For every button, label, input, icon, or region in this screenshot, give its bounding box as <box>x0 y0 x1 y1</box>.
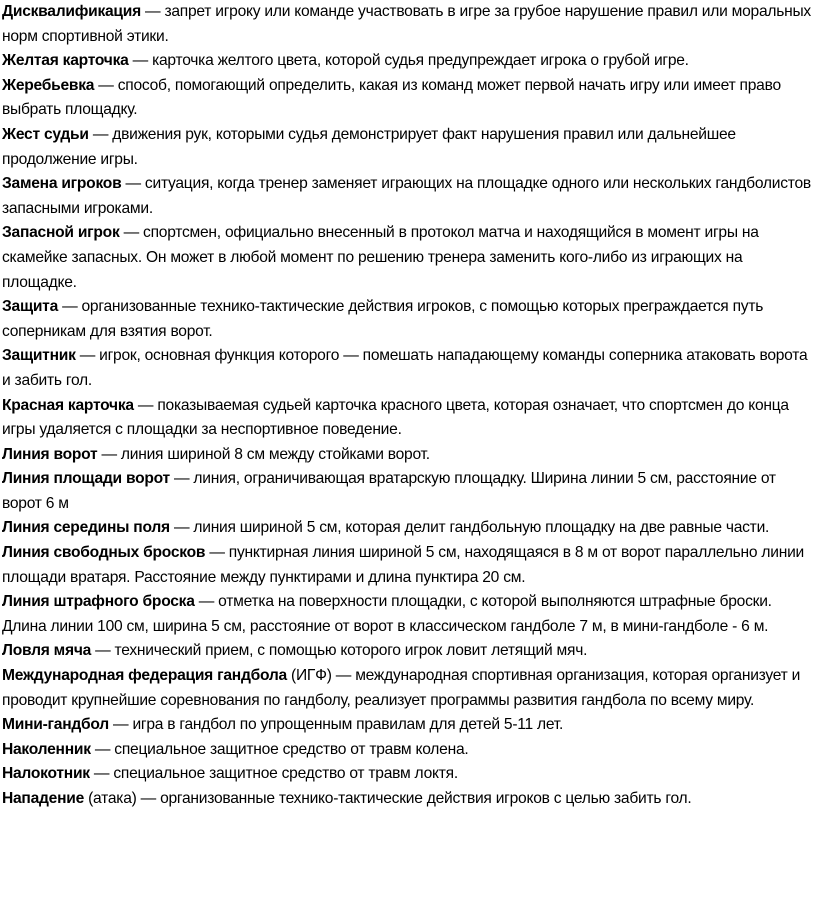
entry-term: Красная карточка <box>2 396 134 414</box>
glossary-entry <box>2 590 814 639</box>
glossary-entry <box>2 74 814 123</box>
glossary-entry <box>2 0 814 49</box>
entry-definition: — организованные технико-тактические действия игроков с целью забить гол. <box>136 790 692 807</box>
entry-definition: — организованные технико-тактические действия игроков, с помощью которых преграждается путь соперникам для взятия ворот. <box>2 298 764 340</box>
entry-definition: — отметка на поверхности площадки, с которой выполняются штрафные броски. Длина линии 100 см, ширина 5 см, расстояние от ворот в классическом гандболе 7 м, в мини-гандболе - 6 м. <box>2 593 772 635</box>
glossary-entry <box>2 738 814 763</box>
entry-note: (атака) <box>84 790 137 807</box>
entry-term: Международная федерация гандбола <box>2 667 287 685</box>
entry-term: Защитник <box>2 347 76 365</box>
glossary-entry <box>2 762 814 787</box>
glossary-entry <box>2 664 814 713</box>
entry-term: Нападение <box>2 790 85 807</box>
entry-definition: — запрет игроку или команде участвовать в игре за грубое нарушение правил или моральных норм спортивной этики. <box>2 3 811 45</box>
entry-term: Дисквалификация <box>2 3 141 20</box>
entry-term: Защита <box>2 298 58 316</box>
entry-definition: — способ, помогающий определить, какая из команд может первой начать игру или имеет право выбрать площадку. <box>2 76 781 119</box>
entry-term: Линия штрафного броска <box>2 593 195 611</box>
entry-definition: — карточка желтого цвета, которой судья предупреждает игрока о грубой игре. <box>128 52 689 70</box>
entry-definition: — пунктирная линия шириной 5 см, находящаяся в 8 м от ворот параллельно линии площади вратаря. Расстояние между пунктирами и длина пунктира 20 см. <box>2 544 805 586</box>
entry-definition: — международная спортивная организация, которая организует и проводит крупнейшие соревнования по гандболу, реализует программы развития гандбола по всему миру. <box>2 667 801 709</box>
glossary-entry <box>2 541 814 590</box>
entry-definition: — движения рук, которыми судья демонстрирует факт нарушения правил или дальнейшее продолжение игры. <box>2 125 736 168</box>
glossary-entry <box>2 443 814 468</box>
entry-term: Желтая карточка <box>2 52 129 70</box>
glossary-entry <box>2 394 814 443</box>
entry-term: Линия площади ворот <box>2 470 170 488</box>
glossary-entry <box>2 123 814 172</box>
glossary-entry <box>2 221 814 295</box>
entry-term: Жеребьевка <box>2 76 95 94</box>
glossary-entry <box>2 172 814 221</box>
glossary-entry <box>2 49 814 74</box>
entry-definition: — показываемая судьей карточка красного цвета, которая означает, что спортсмен до конца игры удаляется с площадки за неспортивное поведение. <box>2 396 789 439</box>
entry-definition: — технический прием, с помощью которого игрок ловит летящий мяч. <box>91 642 588 660</box>
glossary-entry <box>2 516 814 541</box>
entry-term: Линия свободных бросков <box>2 544 206 562</box>
glossary-entry <box>2 295 814 344</box>
entry-definition: — линия, ограничивающая вратарскую площадку. Ширина линии 5 см, расстояние от ворот 6 м <box>2 470 776 512</box>
glossary-entry <box>2 787 814 812</box>
entry-definition: — ситуация, когда тренер заменяет играющих на площадке одного или нескольких гандболистов запасными игроками. <box>2 175 811 217</box>
glossary-entry <box>2 713 814 738</box>
entry-term: Замена игроков <box>2 175 122 193</box>
glossary-entry <box>2 467 814 516</box>
entry-term: Линия середины поля <box>2 519 170 537</box>
entry-definition: — спортсмен, официально внесенный в протокол матча и находящийся в момент игры на скамейке запасных. Он может в любой момент по решению тренера заменить кого-либо из играющих на площадке. <box>2 224 759 291</box>
entry-term: Мини-гандбол <box>2 716 109 734</box>
entry-definition: — игра в гандбол по упрощенным правилам для детей 5-11 лет. <box>108 716 564 734</box>
entry-definition: — линия шириной 8 см между стойками ворот. <box>97 445 430 463</box>
entry-term: Жест судьи <box>2 125 89 143</box>
entry-term: Ловля мяча <box>2 642 92 660</box>
entry-term: Наколенник <box>2 740 91 758</box>
glossary-entry <box>2 639 814 664</box>
entry-term: Налокотник <box>2 765 90 783</box>
entry-definition: — линия шириной 5 см, которая делит гандбольную площадку на две равные части. <box>169 519 770 537</box>
entry-definition: — игрок, основная функция которого — помешать нападающему команды соперника атаковать ворота и забить гол. <box>2 347 808 389</box>
entry-note: (ИГФ) <box>286 667 332 685</box>
entry-definition: — специальное защитное средство от травм колена. <box>90 740 469 758</box>
entry-term: Линия ворот <box>2 445 98 463</box>
glossary-entry <box>2 344 814 393</box>
entry-term: Запасной игрок <box>2 224 120 242</box>
entry-definition: — специальное защитное средство от травм локтя. <box>89 765 458 783</box>
